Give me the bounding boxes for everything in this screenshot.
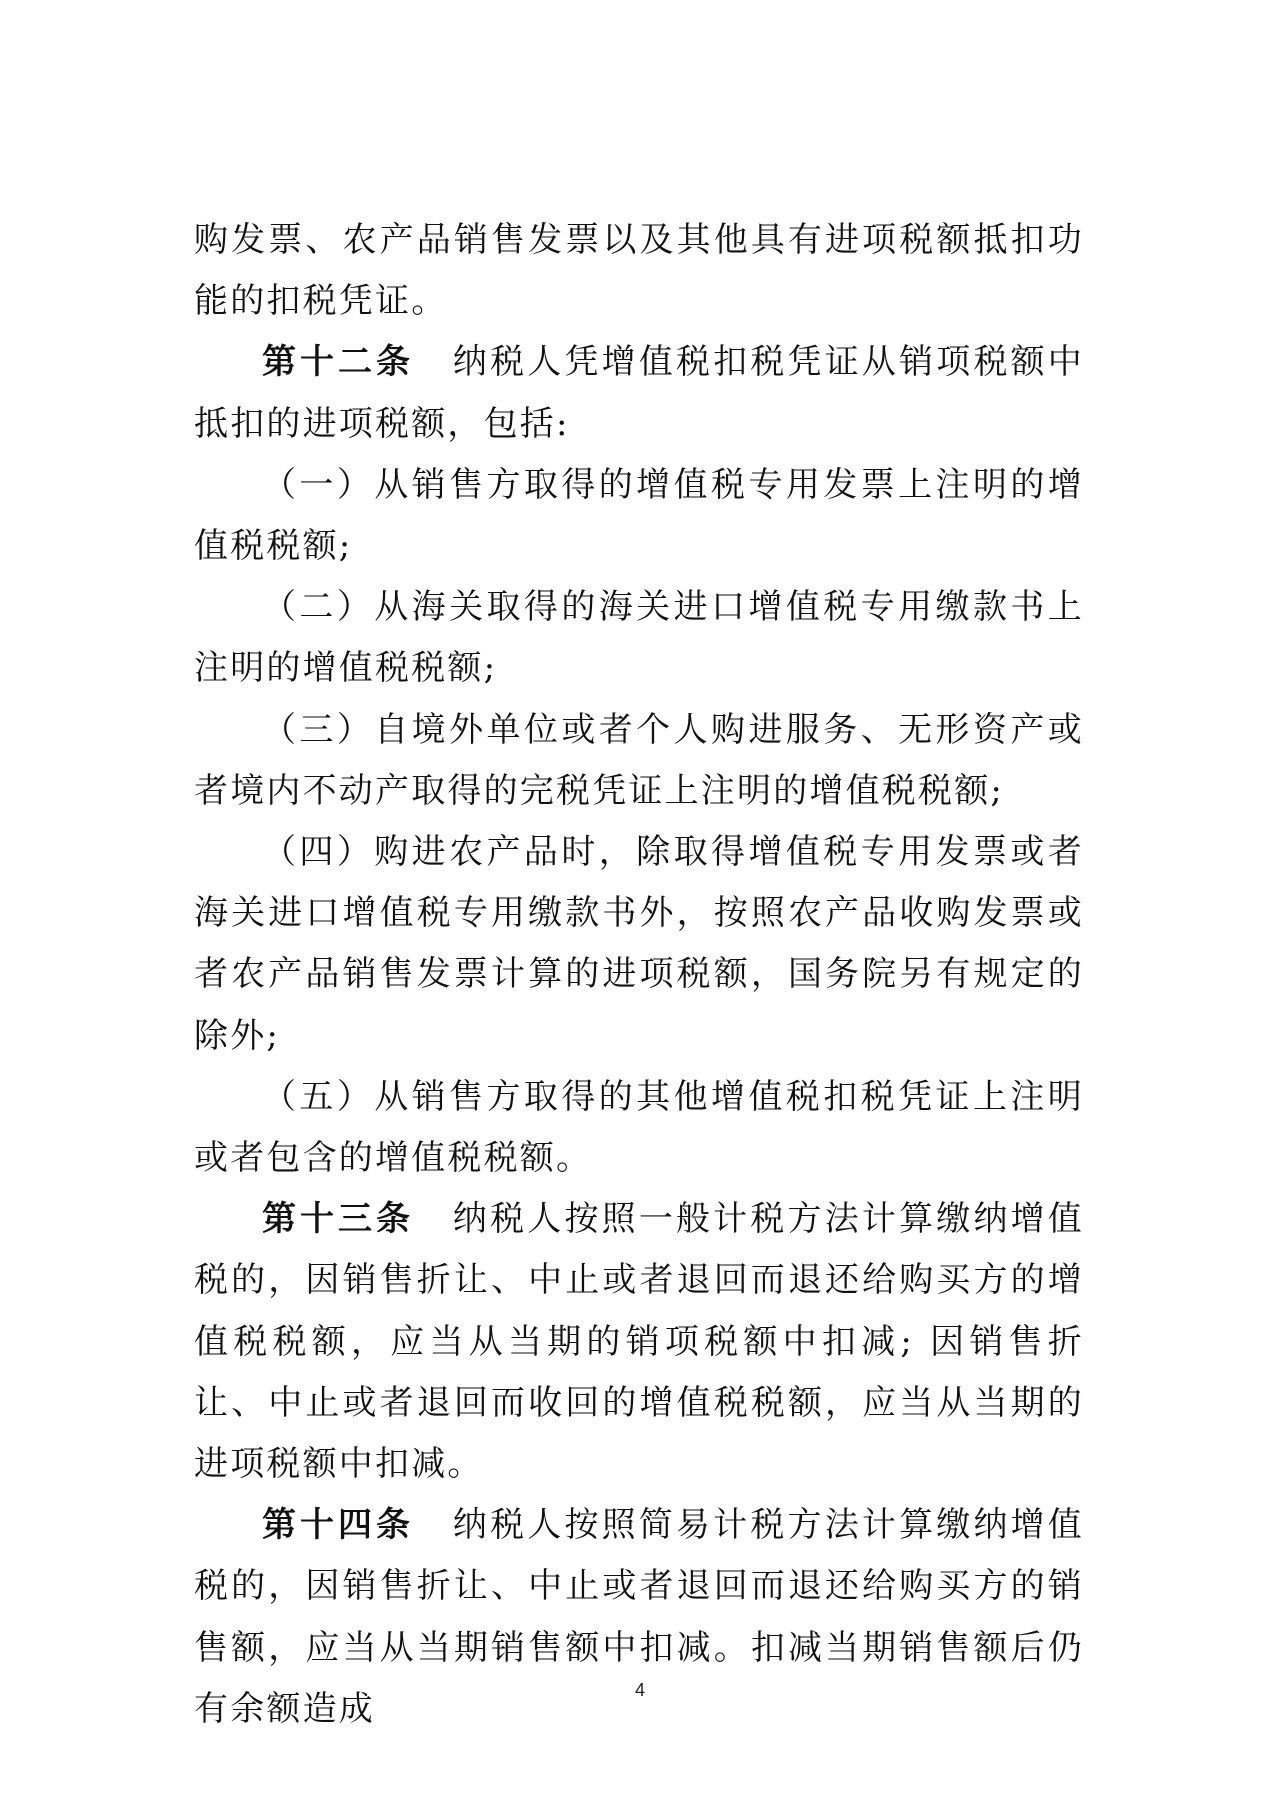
list-item-3 <box>194 700 1084 822</box>
paragraph-text: 纳税人凭增值税扣税凭证从销项税额中抵扣的进项税额，包括: <box>194 342 1085 444</box>
list-item-1 <box>194 455 1084 577</box>
paragraph-text: （三）自境外单位或者个人购进服务、无形资产或者境内不动产取得的完税凭证上注明的增值税税额; <box>194 709 1084 811</box>
article-14-paragraph <box>194 1495 1084 1740</box>
paragraph-text: （二）从海关取得的海关进口增值税专用缴款书上注明的增值税税额; <box>194 587 1084 689</box>
list-item-2 <box>194 577 1084 699</box>
article-12-paragraph <box>194 332 1084 454</box>
paragraph-text: 纳税人按照一般计税方法计算缴纳增值税的，因销售折让、中止或者退回而退还给购买方的增值税税额，应当从当期的销项税额中扣减; 因销售折让、中止或者退回而收回的增值税税额，应当从当期的进项税额中扣减。 <box>194 1199 1085 1485</box>
document-body <box>194 210 1084 1740</box>
paragraph-text: （五）从销售方取得的其他增值税扣税凭证上注明或者包含的增值税税额。 <box>194 1076 1084 1179</box>
paragraph-text: 购发票、农产品销售发票以及其他具有进项税额抵扣功能的扣税凭证。 <box>194 220 1084 322</box>
article-heading: 第十三条 <box>262 1199 414 1240</box>
list-item-5 <box>194 1067 1084 1189</box>
article-13-paragraph <box>194 1189 1084 1495</box>
article-heading: 第十二条 <box>262 342 414 383</box>
paragraph-text: 纳税人按照简易计税方法计算缴纳增值税的，因销售折让、中止或者退回而退还给购买方的销售额，应当从当期销售额中扣减。扣减当期销售额后仍有余额造成 <box>194 1505 1085 1729</box>
paragraph-text: （一）从销售方取得的增值税专用发票上注明的增值税税额; <box>194 464 1084 567</box>
article-heading: 第十四条 <box>262 1505 414 1546</box>
paragraph-continuation <box>194 210 1084 332</box>
list-item-4 <box>194 822 1084 1067</box>
page-number: 4 <box>634 1680 645 1700</box>
paragraph-text: （四）购进农产品时，除取得增值税专用发票或者海关进口增值税专用缴款书外，按照农产品收购发票或者农产品销售发票计算的进项税额，国务院另有规定的除外; <box>194 832 1084 1056</box>
